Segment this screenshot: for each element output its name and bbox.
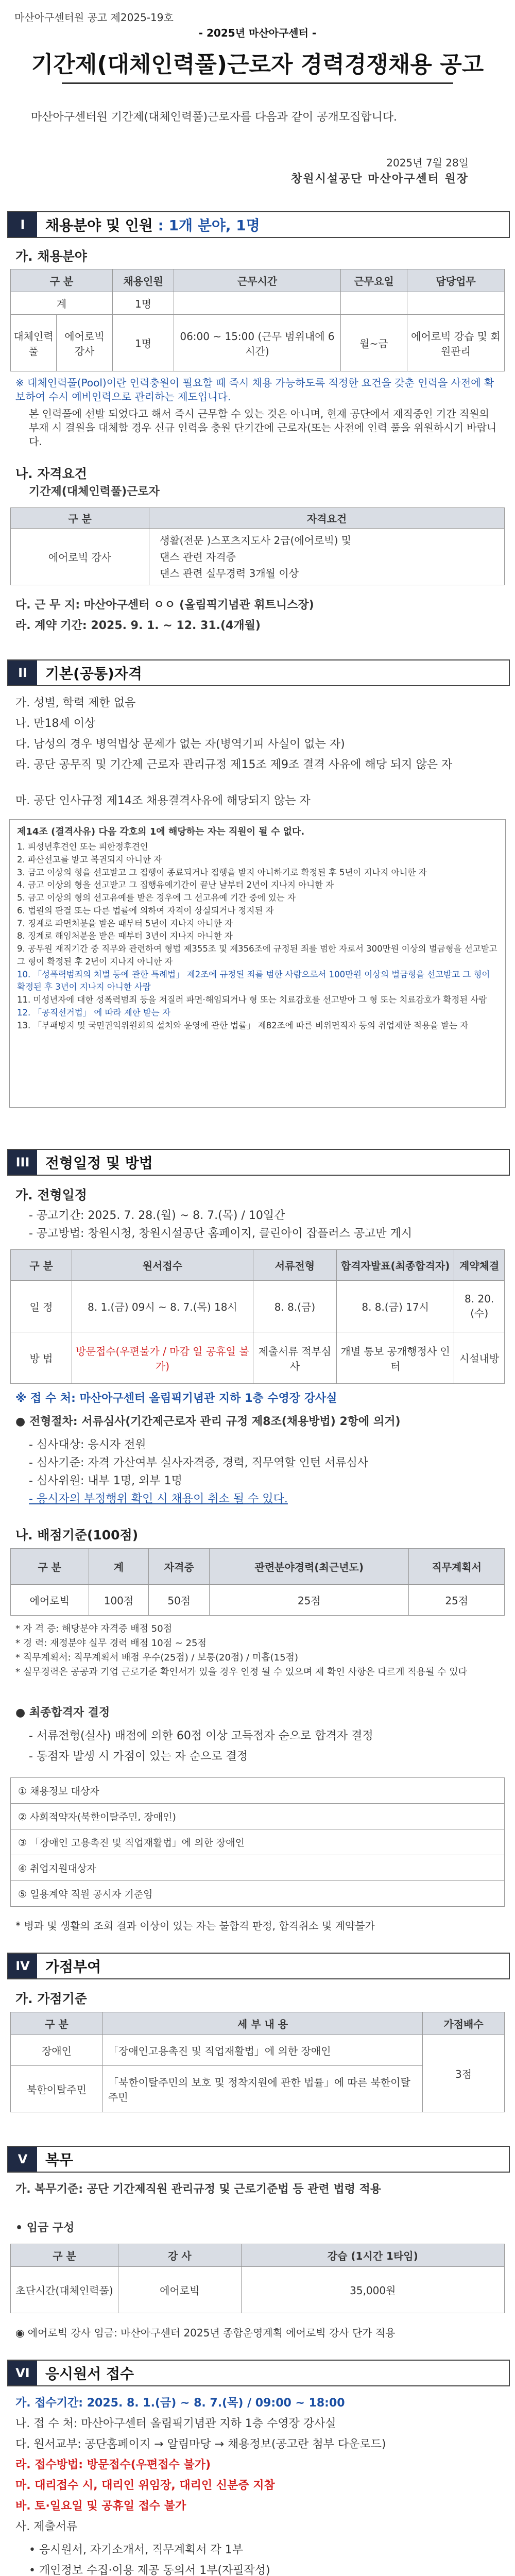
note-line: 7. 징계로 파면처분을 받은 때부터 5년이 지나지 아니한 자 <box>17 918 233 928</box>
note-line: 8. 징계로 해임처분을 받은 때부터 3년이 지나지 아니한 자 <box>17 931 233 941</box>
method-item: - 심사위원: 내부 1명, 외부 1명 <box>29 1475 182 1487</box>
apply-item: 사. 제출서류 <box>15 2520 78 2533</box>
td: 장애인 <box>11 2035 103 2066</box>
section-label: 복무 <box>45 2151 74 2168</box>
final-title: ● 최종합격자 결정 <box>15 1706 110 1719</box>
td: 북한이탈주민 <box>11 2066 103 2112</box>
pay-title: • 임금 구성 <box>15 2222 75 2234</box>
method-item: - 심사대상: 응시자 전원 <box>29 1438 146 1451</box>
td: 월~금 <box>341 315 407 371</box>
td: 「북한이탈주민의 보호 및 정착지원에 관한 법률」에 따른 북한이탈주민 <box>103 2066 423 2112</box>
basic-item: 마. 공단 인사규정 제14조 채용결격사유에 해당되지 않는 자 <box>15 794 311 807</box>
th: 합격자발표(최종합격자) <box>336 1250 454 1281</box>
subheading: 가. 가점기준 <box>15 1991 87 2006</box>
subheading: 나. 배점기준(100점) <box>15 1528 139 1543</box>
title-subtitle: - 2025년 마산아구센터 - <box>198 27 317 39</box>
section-label: 전형일정 및 방법 <box>45 1155 153 1172</box>
td: ⑤ 일용계약 직원 공시자 기준임 <box>11 1881 505 1907</box>
section-number: VI <box>8 2361 37 2385</box>
th: 강습 (1시간 1타임) <box>241 2244 504 2267</box>
td: 에어로빅 강사 <box>57 315 113 371</box>
section-number: I <box>8 212 37 237</box>
note-line: 11. 미성년자에 대한 성폭력범죄 등을 저질러 파면·해임되거나 형 또는 치료감호를 선고받아 그 형 또는 치료감호가 확정된 사람 <box>17 995 487 1005</box>
note-line: 3. 금고 이상의 형을 선고받고 그 집행이 종료되거나 집행을 받지 아니하기로 확정된 후 5년이 지나지 아니한 자 <box>17 867 427 877</box>
section-number: IV <box>8 1954 37 1978</box>
apply-item: 바. 토·일요일 및 공휴일 접수 불가 <box>15 2500 186 2513</box>
th: 직무계획서 <box>409 1549 505 1585</box>
final-item: - 서류전형(실사) 배점에 의한 60점 이상 고득점자 순으로 합격자 결정 <box>29 1730 373 1742</box>
note-line: 1. 피성년후견인 또는 피한정후견인 <box>17 842 148 852</box>
th: 구 분 <box>11 269 113 292</box>
basic-item: 나. 만18세 이상 <box>15 717 96 730</box>
section-1-header <box>7 211 510 238</box>
td: ① 채용정보 대상자 <box>11 1778 505 1804</box>
th: 구 분 <box>11 2244 118 2267</box>
td: 3점 <box>423 2035 505 2112</box>
th: 계약체결 <box>454 1250 505 1281</box>
intro-text: 마산아구센터원 기간제(대체인력풀)근로자를 다음과 같이 공개모집합니다. <box>31 111 397 124</box>
td: 대체인력풀 <box>11 315 57 371</box>
method-item: - 응시자의 부정행위 확인 시 채용이 취소 될 수 있다. <box>29 1493 288 1505</box>
td: 8. 8.(금) <box>253 1281 336 1332</box>
note-line: 2. 파산선고를 받고 복권되지 아니한 자 <box>17 854 162 865</box>
th: 담당업무 <box>407 269 505 292</box>
score-note: * 경 력: 재정분야 실무 경력 배점 10점 ~ 25점 <box>15 1638 207 1649</box>
method-item: - 심사기준: 자격 가산여부 실사자격증, 경력, 직무역할 인턴 서류심사 <box>29 1456 369 1469</box>
schedule-line: - 공고방법: 창원시청, 창원시설공단 홈페이지, 클린아이 잡플러스 공고만 게시 <box>29 1227 413 1240</box>
section-label: 기본(공통)자격 <box>45 665 142 682</box>
note-line: 12. 「공직선거법」 에 따라 제한 받는 자 <box>17 1007 170 1018</box>
td: 에어로빅 <box>11 1585 89 1616</box>
section-label: 채용분야 및 인원 <box>45 217 153 234</box>
qual-item: 댄스 관련 자격증 <box>160 550 236 563</box>
td: ② 사회적약자(북한이탈주민, 장애인) <box>11 1804 505 1829</box>
recruit-table <box>10 269 505 371</box>
section-6-header <box>7 2360 510 2386</box>
notice-number: 마산아구센터원 공고 제2025-19호 <box>14 11 174 24</box>
section-highlight: : 1개 분야, 1명 <box>158 217 260 234</box>
qual-subtitle: 기간제(대체인력풀)근로자 <box>29 485 160 498</box>
basic-item: 다. 남성의 경우 병역법상 문제가 없는 자(병역기피 사실이 없는 자) <box>15 738 345 751</box>
section-3-header <box>7 1149 510 1176</box>
td: 에어로빅 강습 및 회원관리 <box>407 315 505 371</box>
td: 8. 8.(금) 17시 <box>336 1281 454 1332</box>
note-line: 6. 법원의 판결 또는 다른 법률에 의하여 자격이 상실되거나 정지된 자 <box>17 905 274 916</box>
th: 자격요건 <box>149 508 505 529</box>
td: 개별 통보 공개행정사 인터 <box>336 1332 454 1384</box>
signature: 창원시설공단 마산아구센터 원장 <box>291 173 469 185</box>
basic-item: 가. 성별, 학력 제한 없음 <box>15 697 136 709</box>
basic-item: 라. 공단 공무직 및 기간제 근로자 관리규정 제15조 제9조 결격 사유에 해당 되지 않은 자 <box>15 758 453 771</box>
td: 계 <box>11 292 113 315</box>
final-item: - 동점자 발생 시 가점이 있는 자 순으로 결정 <box>29 1750 248 1763</box>
td: 35,000원 <box>241 2267 504 2313</box>
pool-note-2: 본 인력풀에 선발 되었다고 해서 즉시 근무할 수 있는 것은 아니며, 현재 공단에서 재직중인 기간 직원의 부재 시 결원을 대체할 경우 신규 인력을 충원 단기간에 근로자(또는 사전에 인력 풀을 위원하시기 바랍니다. <box>29 408 497 448</box>
contract-period: 라. 계약 기간: 2025. 9. 1. ~ 12. 31.(4개월) <box>15 619 261 632</box>
note-line: 13. 「부패방지 및 국민권익위원회의 설치와 운영에 관한 법률」 제82조에 따른 비위면직자 등의 취업제한 적용을 받는 자 <box>17 1020 469 1030</box>
pay-table <box>10 2244 505 2313</box>
td: 방문접수(우편불가 / 마감 일 공휴일 불가) <box>72 1332 253 1384</box>
pay-note: ◉ 에어로빅 강사 임금: 마산아구센터 2025년 종합운영계획 에어로빅 강사 단가 적용 <box>15 2327 396 2339</box>
th: 구 분 <box>11 1549 89 1585</box>
docs-table <box>10 1777 505 1907</box>
apply-item: 라. 접수방법: 방문접수(우편접수 불가) <box>15 2459 211 2471</box>
doc-item: • 개인정보 수집·이용 제공 동의서 1부(자필작성) <box>29 2564 270 2576</box>
td: 50점 <box>149 1585 210 1616</box>
section-number: III <box>8 1150 37 1175</box>
td: 제출서류 적부심사 <box>253 1332 336 1384</box>
apply-item: 마. 대리접수 시, 대리인 위임장, 대리인 신분증 지참 <box>15 2479 275 2492</box>
section-2-header <box>7 659 510 686</box>
section-label: 가점부여 <box>45 1958 101 1975</box>
qual-item: 생활(전문 )스포츠지도사 2급(에어로빅) 및 <box>160 534 352 547</box>
section-4-header <box>7 1953 510 1979</box>
title-divider <box>62 82 453 84</box>
td: 8. 20.(수) <box>454 1281 505 1332</box>
th: 자격증 <box>149 1549 210 1585</box>
page-title: 기간제(대체인력풀)근로자 경력경쟁채용 공고 <box>31 52 484 78</box>
apply-item: 다. 원서교부: 공단홈페이지 → 알림마당 → 채용정보(공고란 첨부 다운로드) <box>15 2438 386 2451</box>
td: 방 법 <box>11 1332 72 1384</box>
td: 100점 <box>89 1585 149 1616</box>
th: 채용인원 <box>113 269 174 292</box>
th: 근무요일 <box>341 269 407 292</box>
th: 서류전형 <box>253 1250 336 1281</box>
td: 일 정 <box>11 1281 72 1332</box>
td: ③ 「장애인 고용촉진 및 직업재활법」에 의한 장애인 <box>11 1829 505 1855</box>
th: 근무시간 <box>174 269 341 292</box>
td: 「장애인고용촉진 및 직업재활법」에 의한 장애인 <box>103 2035 423 2066</box>
title-block <box>0 25 515 79</box>
th: 구 분 <box>11 1250 72 1281</box>
th: 계 <box>89 1549 149 1585</box>
docs-note: * 병과 및 생활의 조회 결과 이상이 있는 자는 불합격 판정, 합격취소 및 계약불가 <box>15 1920 375 1932</box>
subheading: 가. 채용분야 <box>15 249 87 264</box>
apply-item: 가. 접수기간: 2025. 8. 1.(금) ~ 8. 7.(목) / 09:00 ~ 18:00 <box>15 2397 345 2410</box>
doc-item: • 응시원서, 자기소개서, 직무계획서 각 1부 <box>29 2544 243 2556</box>
schedule-line: - 공고기간: 2025. 7. 28.(월) ~ 8. 7.(목) / 10일간 <box>29 1209 285 1222</box>
th: 구 분 <box>11 2012 103 2035</box>
qual-item: 댄스 관련 실무경력 3개월 이상 <box>160 567 299 580</box>
score-table <box>10 1548 505 1616</box>
pool-note-1: ※ 대체인력풀(Pool)이란 인력충원이 필요할 때 즉시 채용 가능하도록 적정한 요건을 갖춘 인력을 사전에 확보하여 수시 예비인력으로 관리하는 제도입니다. <box>15 377 494 403</box>
td: 25점 <box>409 1585 505 1616</box>
th: 세 부 내 용 <box>103 2012 423 2035</box>
notes-title: 제14조 (결격사유) 다음 각호의 1에 해당하는 자는 직원이 될 수 없다. <box>17 826 305 837</box>
note-line: 10. 「성폭력범죄의 처벌 등에 관한 특례법」 제2조에 규정된 죄를 범한 사람으로서 100만원 이상의 벌금형을 선고받고 그 형이 확정된 후 3년이 지나지 아니한 사람 <box>17 969 490 992</box>
td: 에어로빅 <box>118 2267 242 2313</box>
td: 25점 <box>210 1585 409 1616</box>
score-note: * 자 격 증: 해당분야 자격증 배점 50점 <box>15 1623 173 1634</box>
score-note: * 직무계획서: 직무계획서 배점 우수(25점) / 보통(20점) / 미흡(15점) <box>15 1652 298 1663</box>
bonus-table <box>10 2012 505 2112</box>
section-number: V <box>8 2147 37 2172</box>
disqualification-box <box>9 819 506 1108</box>
section-label: 응시원서 접수 <box>45 2365 134 2382</box>
section-5-header <box>7 2146 510 2173</box>
th: 강 사 <box>118 2244 242 2267</box>
apply-item: 나. 접 수 처: 마산아구센터 올림픽기념관 지하 1층 수영장 강사실 <box>15 2417 336 2430</box>
score-note: * 실무경력은 공공과 기업 근로기준 확인서가 있을 경우 인정 될 수 있으며 제 확인 사항은 다르게 적용될 수 있다 <box>15 1667 468 1677</box>
service-standard: 가. 복무기준: 공단 기간제직원 관리규정 및 근로기준법 등 관련 법령 적용 <box>15 2183 382 2196</box>
td: 시설내방 <box>454 1332 505 1384</box>
td: 초단시간(대체인력풀) <box>11 2267 118 2313</box>
note-line: 4. 금고 이상의 형을 선고받고 그 집행유예기간이 끝난 날부터 2년이 지나지 아니한 자 <box>17 880 334 890</box>
section-number: II <box>8 660 37 685</box>
work-location: 다. 근 무 지: 마산아구센터 ㅇㅇ (올림픽기념관 휘트니스장) <box>15 599 314 612</box>
td: 8. 1.(금) 09시 ~ 8. 7.(목) 18시 <box>72 1281 253 1332</box>
th: 원서접수 <box>72 1250 253 1281</box>
method-title: ● 전형절차: 서류심사(기간제근로자 관리 규정 제8조(채용방법) 2항에 의거) <box>15 1415 401 1428</box>
th: 가점배수 <box>423 2012 505 2035</box>
schedule-table <box>10 1249 505 1384</box>
td: 에어로빅 강사 <box>11 529 149 585</box>
reception-note: ※ 접 수 처: 마산아구센터 올림픽기념관 지하 1층 수영장 강사실 <box>15 1392 337 1405</box>
qual-table <box>10 507 505 585</box>
th: 관련분야경력(최근년도) <box>210 1549 409 1585</box>
note-line: 5. 금고 이상의 형의 선고유예를 받은 경우에 그 선고유예 기간 중에 있는 자 <box>17 893 296 903</box>
subheading: 가. 전형일정 <box>15 1188 87 1202</box>
th: 구 분 <box>11 508 149 529</box>
note-line: 9. 공무원 재직기간 중 직무와 관련하여 형법 제355조 및 제356조에 규정된 죄를 범한 자로서 300만원 이상의 벌금형을 선고받고 그 형이 확정된 후 2년이 지나지 아니한 자 <box>17 944 497 967</box>
td: 1명 <box>113 292 174 315</box>
notice-date: 2025년 7월 28일 <box>386 157 469 169</box>
td: ④ 취업지원대상자 <box>11 1855 505 1881</box>
subheading: 나. 자격요건 <box>15 466 87 481</box>
td: 1명 <box>113 315 174 371</box>
td: 06:00 ~ 15:00 (근무 범위내에 6시간) <box>174 315 341 371</box>
